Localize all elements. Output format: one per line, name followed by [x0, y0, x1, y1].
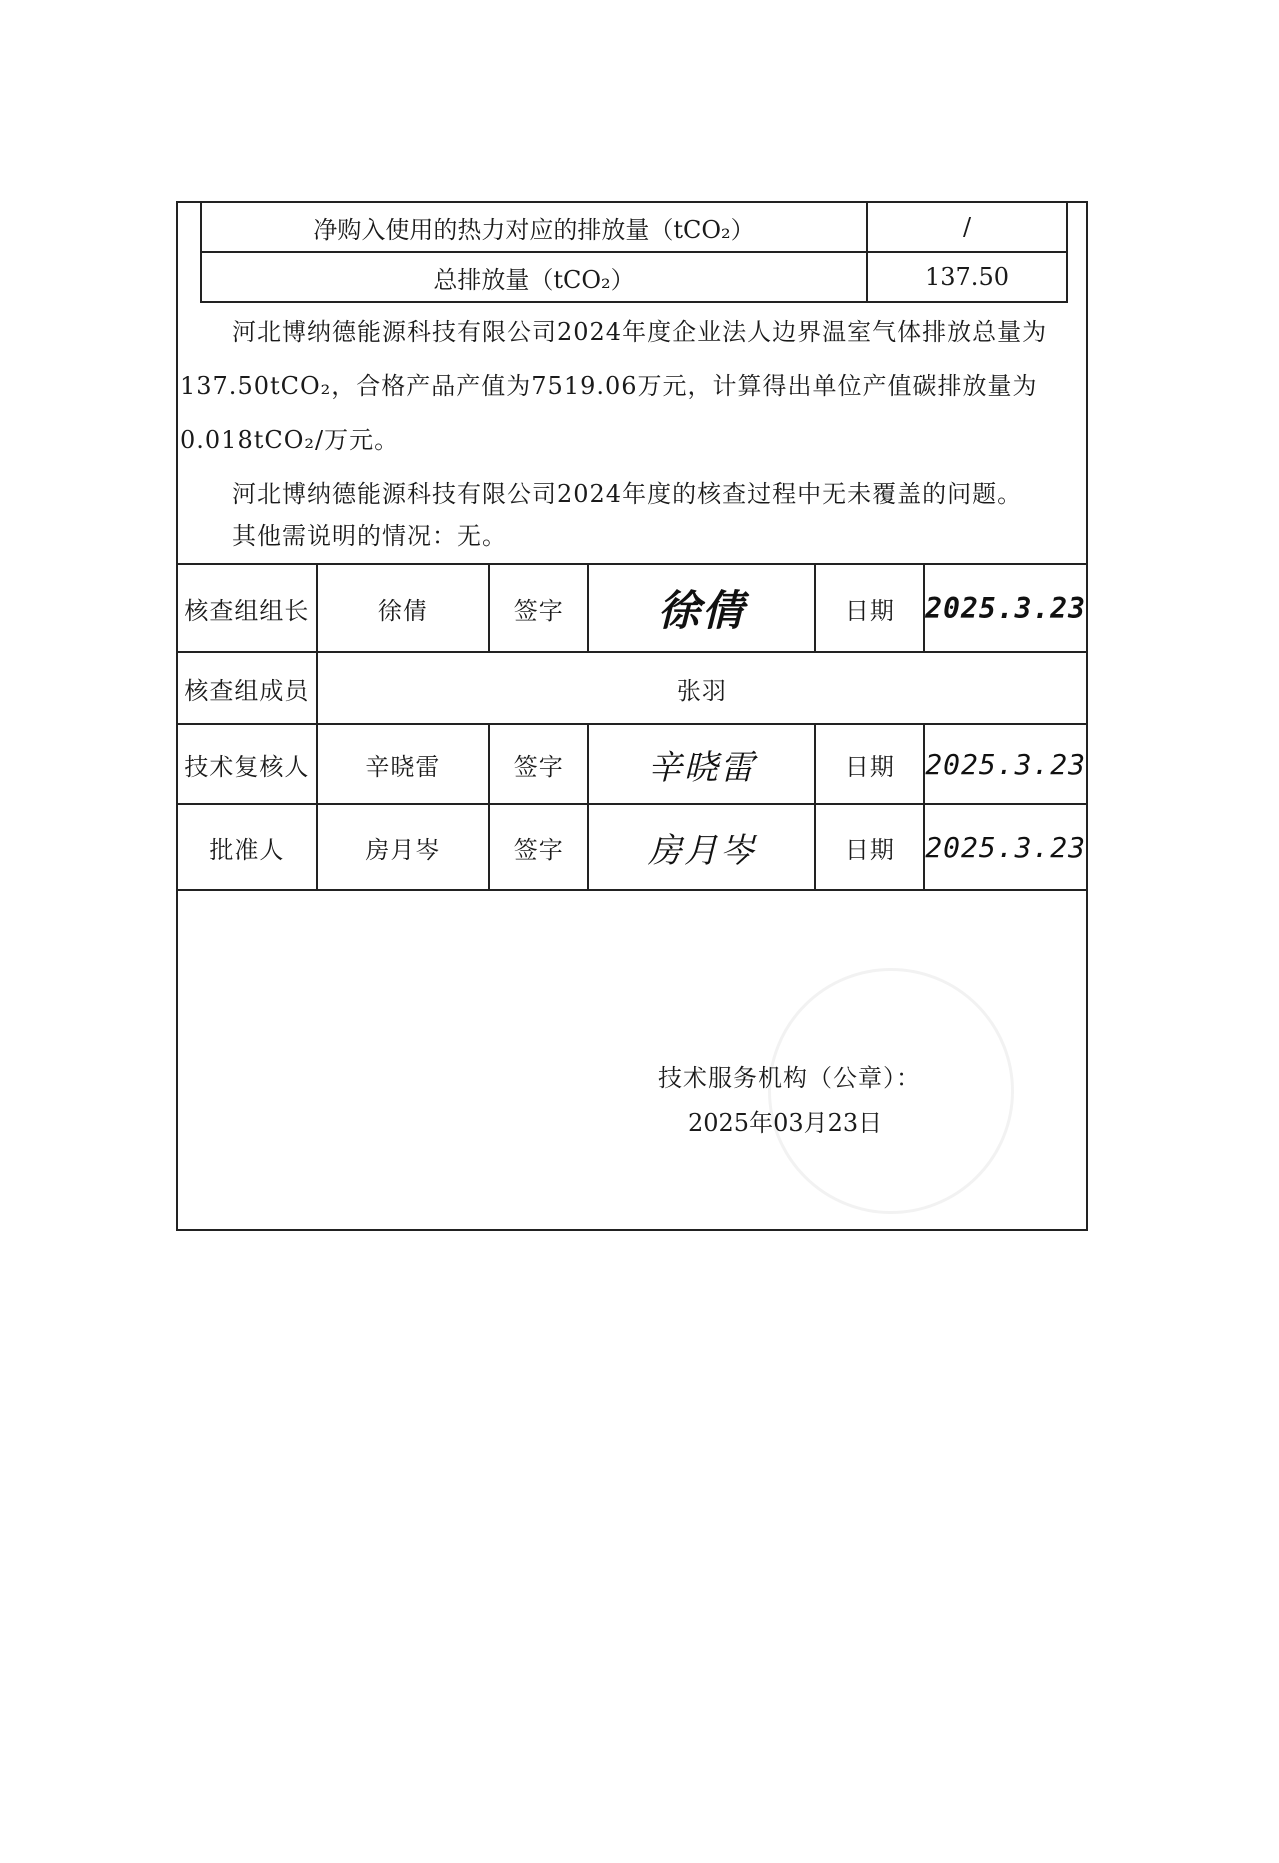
members-names: 张羽 — [317, 652, 1086, 724]
leader-name: 徐倩 — [317, 564, 489, 652]
summary-line-2: 137.50tCO₂，合格产品产值为7519.06万元，计算得出单位产值碳排放量为 — [180, 372, 1038, 400]
total-emission-label: 总排放量（tCO₂） — [201, 252, 867, 302]
reviewer-signature — [588, 724, 815, 804]
leader-date-text: 2025.3.23 — [925, 591, 1086, 625]
signoff-table — [178, 563, 1086, 891]
reviewer-row — [178, 724, 1086, 804]
summary-line-1: 河北博纳德能源科技有限公司2024年度企业法人边界温室气体排放总量为 — [232, 318, 1048, 346]
leader-date — [924, 564, 1086, 652]
members-role: 核查组成员 — [178, 652, 317, 724]
leader-row — [178, 564, 1086, 652]
issue-date: 2025年03月23日 — [688, 1109, 883, 1137]
reviewer-sign-label: 签字 — [489, 724, 588, 804]
approver-date-text: 2025.3.23 — [925, 830, 1086, 864]
approver-signature — [588, 804, 815, 890]
emissions-table — [200, 203, 1068, 303]
total-emission-value: 137.50 — [867, 252, 1067, 302]
reviewer-date-label: 日期 — [815, 724, 924, 804]
approver-date — [924, 804, 1086, 890]
org-seal-label: 技术服务机构（公章）： — [658, 1064, 921, 1092]
reviewer-date-text: 2025.3.23 — [925, 747, 1086, 781]
report-frame — [176, 201, 1088, 1231]
leader-date-label: 日期 — [815, 564, 924, 652]
reviewer-signature-text: 辛晓雷 — [647, 747, 756, 788]
approver-date-label: 日期 — [815, 804, 924, 890]
leader-role: 核查组组长 — [178, 564, 317, 652]
heat-emission-label: 净购入使用的热力对应的排放量（tCO₂） — [201, 203, 867, 252]
leader-sign-label: 签字 — [489, 564, 588, 652]
leader-signature-text: 徐倩 — [657, 586, 746, 635]
approver-signature-text: 房月岑 — [647, 830, 756, 871]
approver-name: 房月岑 — [317, 804, 489, 890]
members-row — [178, 652, 1086, 724]
summary-line-3: 0.018tCO₂/万元。 — [180, 426, 400, 454]
table-row — [201, 203, 1067, 252]
other-notes: 其他需说明的情况：无。 — [232, 522, 507, 550]
reviewer-date — [924, 724, 1086, 804]
approver-role: 批准人 — [178, 804, 317, 890]
coverage-statement: 河北博纳德能源科技有限公司2024年度的核查过程中无未覆盖的问题。 — [232, 480, 1023, 508]
leader-signature — [588, 564, 815, 652]
reviewer-name: 辛晓雷 — [317, 724, 489, 804]
approver-sign-label: 签字 — [489, 804, 588, 890]
table-row — [201, 252, 1067, 302]
reviewer-role: 技术复核人 — [178, 724, 317, 804]
approver-row — [178, 804, 1086, 890]
heat-emission-value: / — [867, 203, 1067, 252]
